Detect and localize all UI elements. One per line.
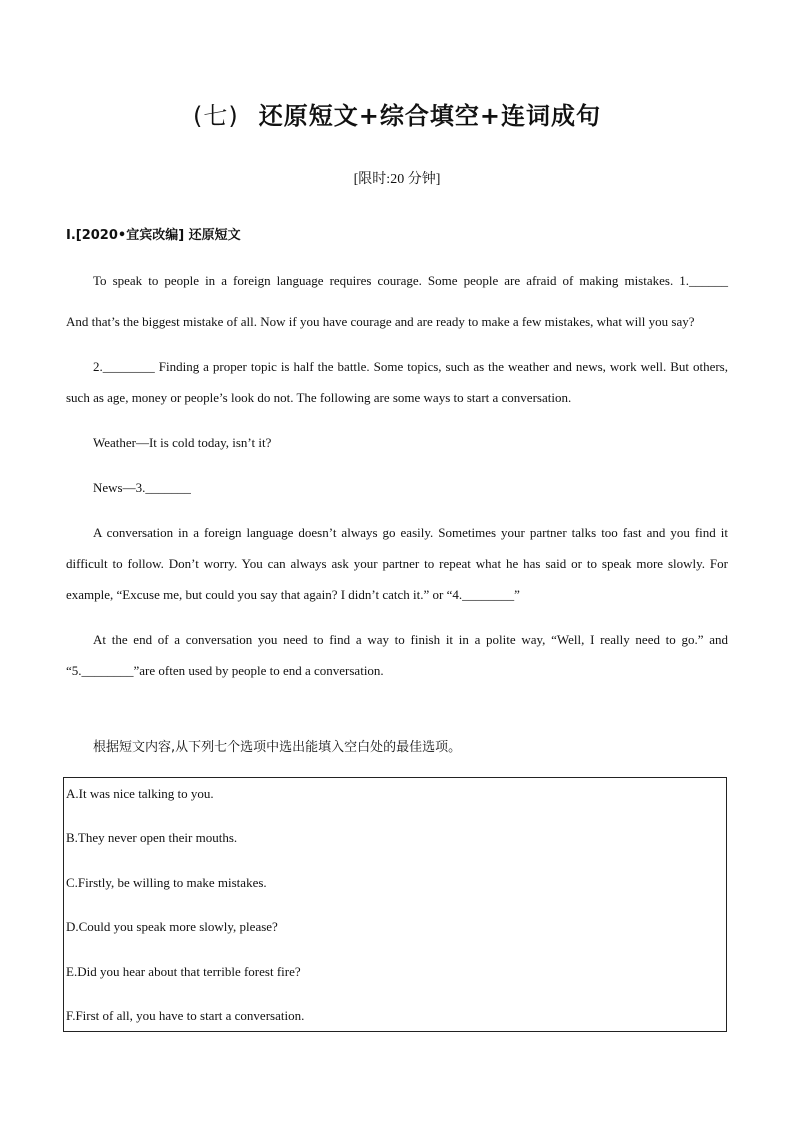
page-title (0, 96, 794, 131)
passage (66, 265, 728, 686)
passage-p1-line1: To speak to people in a foreign language requires courage. Some people are afraid of making mistakes. 1.______ (93, 273, 728, 288)
options-box (63, 777, 727, 1032)
passage-p6: At the end of a conversation you need to find a way to finish it in a polite way, “Well, I really need to go.” and “5.________”are often used by people to end a conversation. (66, 632, 728, 678)
option-b: B.They never open their mouths. (66, 830, 238, 845)
time-limit: [限时:20 分钟] (353, 172, 441, 187)
option-a: A.It was nice talking to you. (66, 786, 214, 801)
title-number: (七) (193, 102, 239, 130)
passage-p4: News—3._______ (93, 480, 191, 495)
title-text: 还原短文+综合填空+连词成句 (258, 102, 601, 130)
section-heading: Ⅰ.[2020•宜宾改编] 还原短文 (66, 228, 241, 243)
option-c: C.Firstly, be willing to make mistakes. (66, 875, 267, 890)
passage-p2: 2.________ Finding a proper topic is half the battle. Some topics, such as the weather and news, work well. But others, such as age, money or people’s look do not. The following are some ways to start a conversation. (66, 359, 728, 405)
passage-p1-rest: And that’s the biggest mistake of all. Now if you have courage and are ready to make a few mistakes, what will you say? (66, 314, 695, 329)
option-e: E.Did you hear about that terrible forest fire? (66, 964, 301, 979)
passage-p3: Weather—It is cold today, isn’t it? (93, 435, 272, 450)
option-f: F.First of all, you have to start a conversation. (66, 1008, 305, 1023)
passage-p5: A conversation in a foreign language doesn’t always go easily. Sometimes your partner talks too fast and you find it difficult to follow. Don’t worry. You can always ask your partner to repeat what he has said or to speak more slowly. For example, “Excuse me, but could you say that again? I didn’t catch it.” or “4.________” (66, 525, 728, 602)
option-d: D.Could you speak more slowly, please? (66, 919, 278, 934)
instruction: 根据短文内容,从下列七个选项中选出能填入空白处的最佳选项。 (93, 740, 462, 755)
